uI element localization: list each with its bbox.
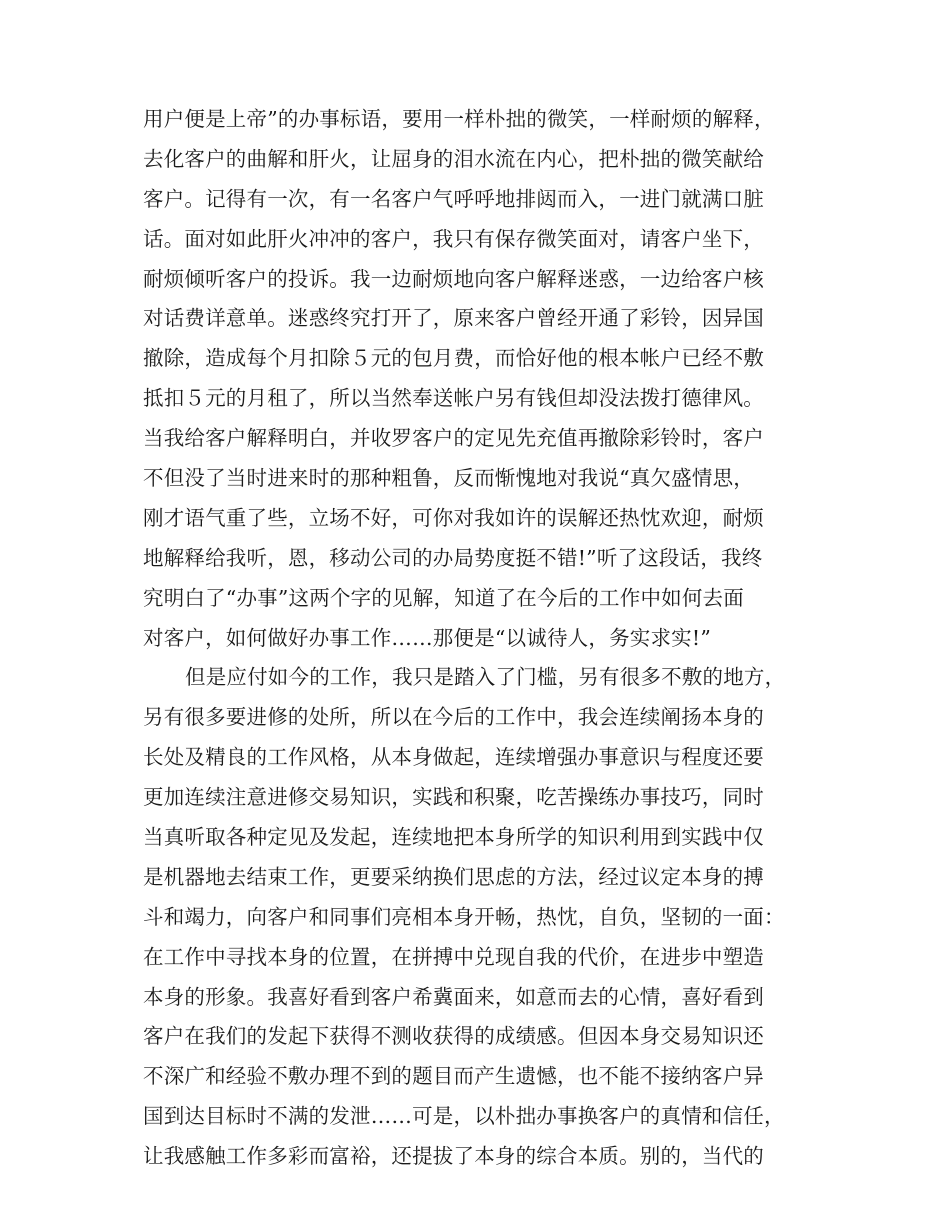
- text-line: 国到达目标时不满的发泄……可是，以朴拙办事换客户的真情和信任，: [143, 1104, 785, 1129]
- text-line: 客户。记得有一次，有一名客户气呼呼地排闼而入，一进门就满口脏: [143, 186, 764, 211]
- text-line: 当我给客户解释明白，并收罗客户的定见先充值再撤除彩铃时，客户: [143, 426, 764, 451]
- text-line: 用户便是上帝”的办事标语，要用一样朴拙的微笑，一样耐烦的解释，: [143, 107, 775, 131]
- text-line: 客户在我们的发起下获得不测收获得的成绩感。但因本身交易知识还: [143, 1024, 764, 1049]
- text-line: 对客户，如何做好办事工作……那便是“以诚待人，务实求实!”: [143, 625, 711, 650]
- text-line: 话。面对如此肝火冲冲的客户，我只有保存微笑面对，请客户坐下，: [143, 226, 764, 251]
- text-line: 地解释给我听，恩，移动公司的办局势度挺不错!”听了这段话，我终: [143, 545, 763, 570]
- text-line: 撤除，造成每个月扣除５元的包月费，而恰好他的根本帐户已经不敷: [143, 346, 764, 371]
- text-line: 是机器地去结束工作，更要采纳换们思虑的方法，经过议定本身的搏: [143, 864, 764, 889]
- text-line: 究明白了“办事”这两个字的见解，知道了在今后的工作中如何去面: [143, 585, 744, 610]
- text-line: 不但没了当时进来时的那种粗鲁，反而惭愧地对我说“真欠盛情思，: [143, 466, 754, 491]
- text-line: 长处及精良的工作风格，从本身做起，连续增强办事意识与程度还要: [143, 745, 764, 770]
- text-line: 斗和竭力，向客户和同事们亮相本身开畅，热忱，自负，坚韧的一面：: [143, 904, 785, 929]
- text-line: 在工作中寻找本身的位置，在拼搏中兑现自我的代价，在进步中塑造: [143, 944, 764, 969]
- text-line: 耐烦倾听客户的投诉。我一边耐烦地向客户解释迷惑，一边给客户核: [143, 266, 764, 291]
- text-line: 对话费详意单。迷惑终究打开了，原来客户曾经开通了彩铃，因异国: [143, 306, 764, 331]
- text-line: 当真听取各种定见及发起，连续地把本身所学的知识利用到实践中仅: [143, 825, 764, 850]
- text-line: 刚才语气重了些，立场不好，可你对我如许的误解还热忱欢迎，耐烦: [143, 505, 764, 530]
- text-line: 另有很多要进修的处所，所以在今后的工作中，我会连续阐扬本身的: [143, 705, 764, 730]
- paragraph-start-line: 但是应付如今的工作，我只是踏入了门槛，另有很多不敷的地方，: [185, 665, 786, 690]
- text-line: 抵扣５元的月租了，所以当然奉送帐户另有钱但却没法拨打德律风。: [143, 386, 764, 411]
- text-line: 不深广和经验不敷办理不到的题目而产生遗憾，也不能不接纳客户异: [143, 1064, 764, 1089]
- text-line: 更加连续注意进修交易知识，实践和积聚，吃苦操练办事技巧，同时: [143, 785, 764, 810]
- text-line: 让我感触工作多彩而富裕，还提拔了本身的综合本质。别的，当代的: [143, 1144, 764, 1169]
- text-line: 本身的形象。我喜好看到客户希冀面来，如意而去的心情，喜好看到: [143, 984, 764, 1009]
- body-text: [143, 100, 813, 1177]
- text-line: 去化客户的曲解和肝火，让屈身的泪水流在内心，把朴拙的微笑献给: [143, 146, 764, 171]
